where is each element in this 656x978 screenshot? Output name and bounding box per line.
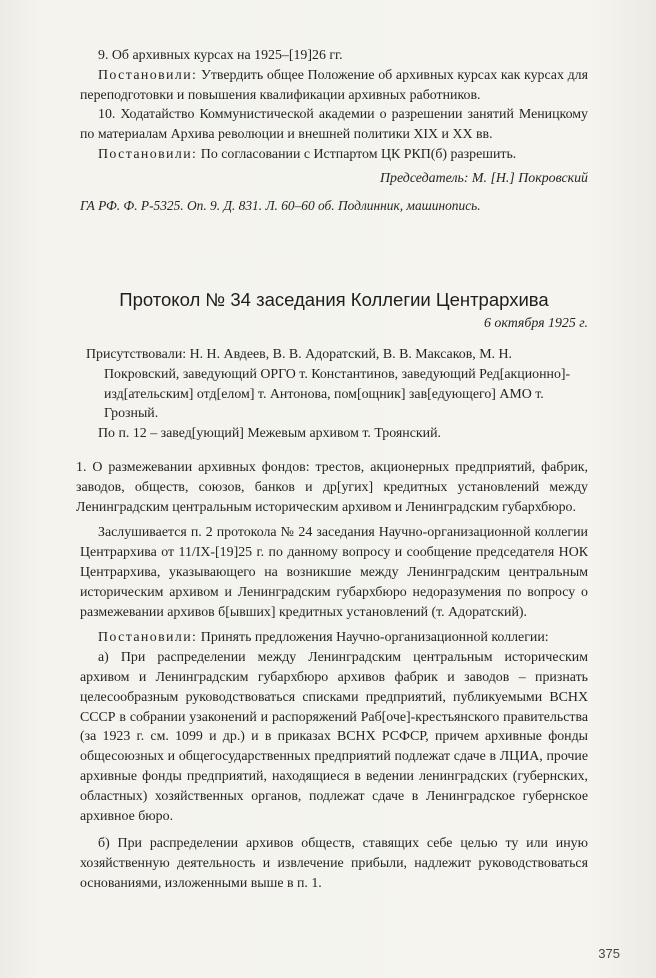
protocol-date: 6 октября 1925 г. [484,316,588,331]
resolution-9 [80,66,588,106]
resolution-10 [80,145,588,165]
previous-protocol-end [80,46,588,215]
resolution-text: Принять предложения Научно-организационной коллегии: [200,630,549,646]
item-9: 9. Об архивных курсах на 1925–[19]26 гг. [98,48,343,63]
resolution [80,628,588,648]
item-12-attendee: По п. 12 – завед[ующий] Межевым архивом т. Троянский. [98,426,441,442]
attendees: Присутствовали: Н. Н. Авдеев, В. В. Адоратский, В. В. Максаков, М. Н. Покровский, заведующий ОРГО т. Константинов, заведующий Ред[акционно]-изд[ательским] отд[елом] т. Антонова, пом[ощник] зав[едующего] АМО т. Грозный. [86,347,571,422]
heard-section: Заслушивается п. 2 протокола № 24 заседания Научно-организационной коллегии Центрархива от 11/IX-[19]25 г. по данному вопросу и сообщение председателя НОК Центрархива, указывающего на возникшие между Ленинградским центральным историческим архивом и Ленинградским губархбюро недоразумения по вопросу о размежевании архивов б[ывших] кредитных установлений (т. Адоратский). [80,525,588,620]
item-10: 10. Ходатайство Коммунистической академии о разрешении занятий Меницкому по материалам Архива революции и внешней политики XIX и XX вв. [80,107,588,143]
archive-source: ГА РФ. Ф. Р-5325. Оп. 9. Д. 831. Л. 60–60 об. Подлинник, машинопись. [80,197,481,213]
chairman-signature: Председатель: М. [Н.] Покровский [380,170,588,186]
question-1: 1. О размежевании архивных фондов: трестов, акционерных предприятий, фабрик, заводов, обществ, союзов, банков и др[угих] кредитных установлений между Ленинградским центральным историческим архивом и Ленинградским губархбюро. [76,459,588,515]
protocol-title: Протокол № 34 заседания Коллегии Центрархива [119,289,549,310]
page-number: 375 [598,946,620,961]
resolution-label: Постановили: [98,67,198,83]
resolution-label: Постановили: [98,630,198,646]
resolution-item-b: б) При распределении архивов обществ, ставящих себе целью ту или иную хозяйственную деятельность и извлечение прибыли, надлежит руководствоваться основаниями, изложенными выше в п. 1. [80,836,588,891]
resolution-label: Постановили: [98,146,198,162]
resolution-text: Утвердить общее Положение об архивных курсах как курсах для переподготовки и повышения квалификации архивных работников. [80,67,588,103]
resolution-item-a: а) При распределении между Ленинградским центральным историческим архивом и Ленинградским губархбюро архивов фабрик и заводов – признать целесообразным руководствоваться списками предприятий, публикуемыми ВСНХ СССР в собрании узаконений и распоряжений Раб[оче]-крестьянского правительства (за 1923 г. см. 1099 и др.) и в приказах ВСНХ РСФСР, причем архивные фонды общесоюзных и общегосударственных предприятий подлежат сдаче в ЛЦИА, прочие архивные фонды предприятий, находящиеся в ведении ленинградских (губернских, областных) хозяйственных органов, подлежат сдаче в Ленинградское губернское архивное бюро. [80,650,588,824]
resolution-text: По согласовании с Истпартом ЦК РКП(б) разрешить. [200,146,517,162]
protocol-34 [76,288,588,894]
